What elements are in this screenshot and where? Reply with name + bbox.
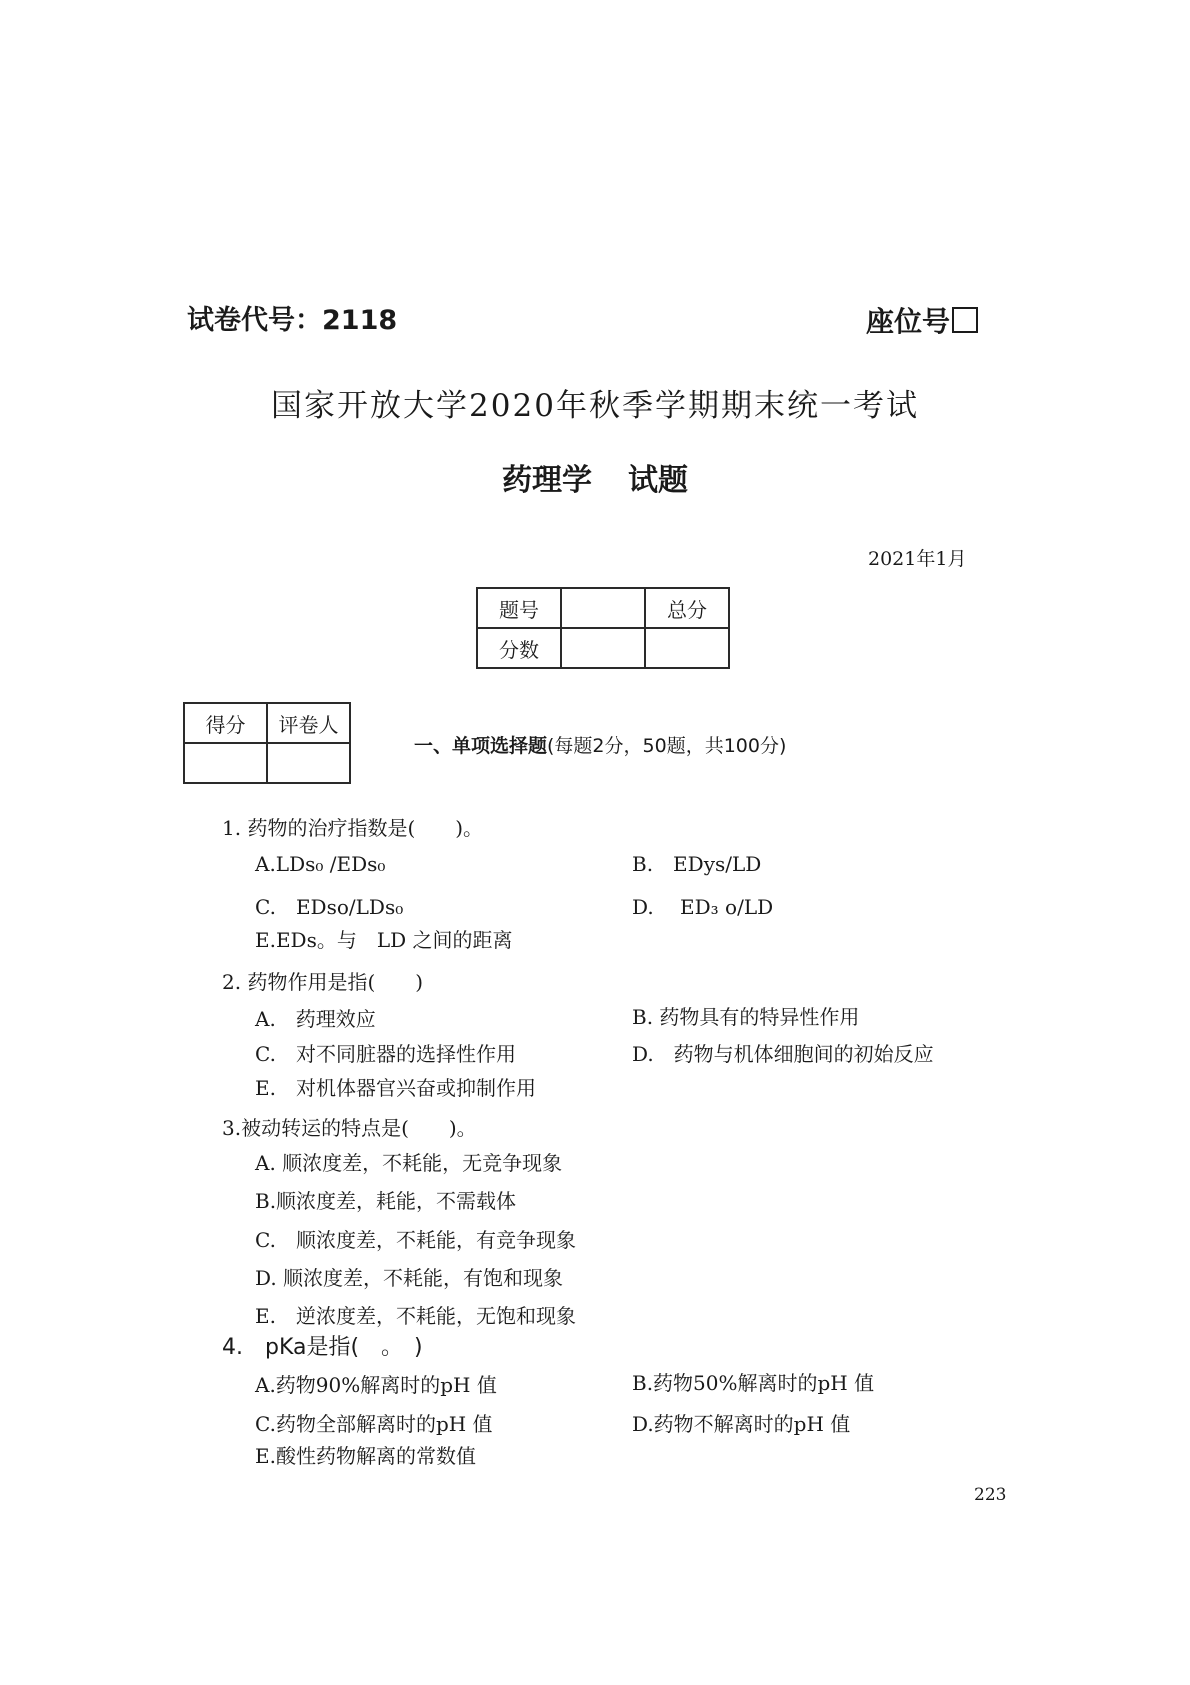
score-table-row [477,588,729,628]
question-4-option-a: A.药物90%解离时的pH 值 [255,1373,497,1397]
grader-table [183,702,351,784]
grader-table-row [184,743,350,783]
question-4-stem: 4. pKa是指( 。 ) [222,1335,423,1360]
question-4-option-c: C.药物全部解离时的pH 值 [255,1412,493,1436]
question-1-option-e: E.EDs。与 LD 之间的距离 [255,928,513,952]
grader-table-header: 得分 [184,703,267,743]
question-2-option-c: C. 对不同脏器的选择性作用 [255,1042,516,1066]
subject-title [0,455,1190,499]
section-title [414,731,786,758]
question-2-stem: 2. 药物作用是指( ) [222,970,424,994]
question-1-option-b: B. EDys/LD [632,852,762,876]
exam-date: 2021年1月 [868,548,967,570]
score-table-row [477,628,729,668]
question-1-option-a: A.LDs₀ /EDs₀ [255,852,386,876]
question-4-option-b: B.药物50%解离时的pH 值 [632,1371,875,1395]
score-table-cell [561,588,645,628]
question-3-stem: 3.被动转运的特点是( )。 [222,1116,477,1140]
question-3-option-e: E. 逆浓度差，不耗能，无饱和现象 [255,1304,576,1328]
page-number: 223 [974,1485,1007,1505]
question-3-option-a: A. 顺浓度差，不耗能，无竞争现象 [255,1151,563,1175]
section-note: (每题2分，50题，共100分) [547,735,787,757]
question-1-stem: 1. 药物的治疗指数是( )。 [222,816,484,840]
question-2-option-a: A. 药理效应 [255,1007,376,1031]
question-2-option-e: E. 对机体器官兴奋或抑制作用 [255,1076,536,1100]
seat-number-text: 座位号 [866,305,951,338]
question-3-option-b: B.顺浓度差，耗能，不需载体 [255,1189,517,1213]
score-table-cell: 题号 [477,588,561,628]
paper-code: 试卷代号：2118 [187,305,398,336]
question-1-option-c: C. EDso/LDs₀ [255,895,404,919]
question-4-option-d: D.药物不解离时的pH 值 [632,1412,851,1436]
grader-table-header: 评卷人 [267,703,350,743]
score-table-cell: 分数 [477,628,561,668]
score-table [476,587,730,669]
seat-number-label [866,300,978,340]
question-3-option-c: C. 顺浓度差，不耗能，有竞争现象 [255,1228,576,1252]
question-4-option-e: E.酸性药物解离的常数值 [255,1444,476,1468]
score-table-cell [645,628,729,668]
subject-name: 药理学 [502,463,592,498]
grader-table-row [184,703,350,743]
grader-score-cell [184,743,267,783]
exam-title: 国家开放大学2020年秋季学期期末统一考试 [271,388,919,424]
section-heading: 一、单项选择题 [414,735,548,757]
subject-suffix: 试题 [628,463,688,498]
seat-number-box [952,307,978,333]
score-table-cell: 总分 [645,588,729,628]
question-2-option-d: D. 药物与机体细胞间的初始反应 [632,1042,934,1066]
grader-name-cell [267,743,350,783]
question-1-option-d: D. ED₃ o/LD [632,895,774,919]
question-2-option-b: B. 药物具有的特异性作用 [632,1005,860,1029]
question-3-option-d: D. 顺浓度差，不耗能，有饱和现象 [255,1266,564,1290]
score-table-cell [561,628,645,668]
